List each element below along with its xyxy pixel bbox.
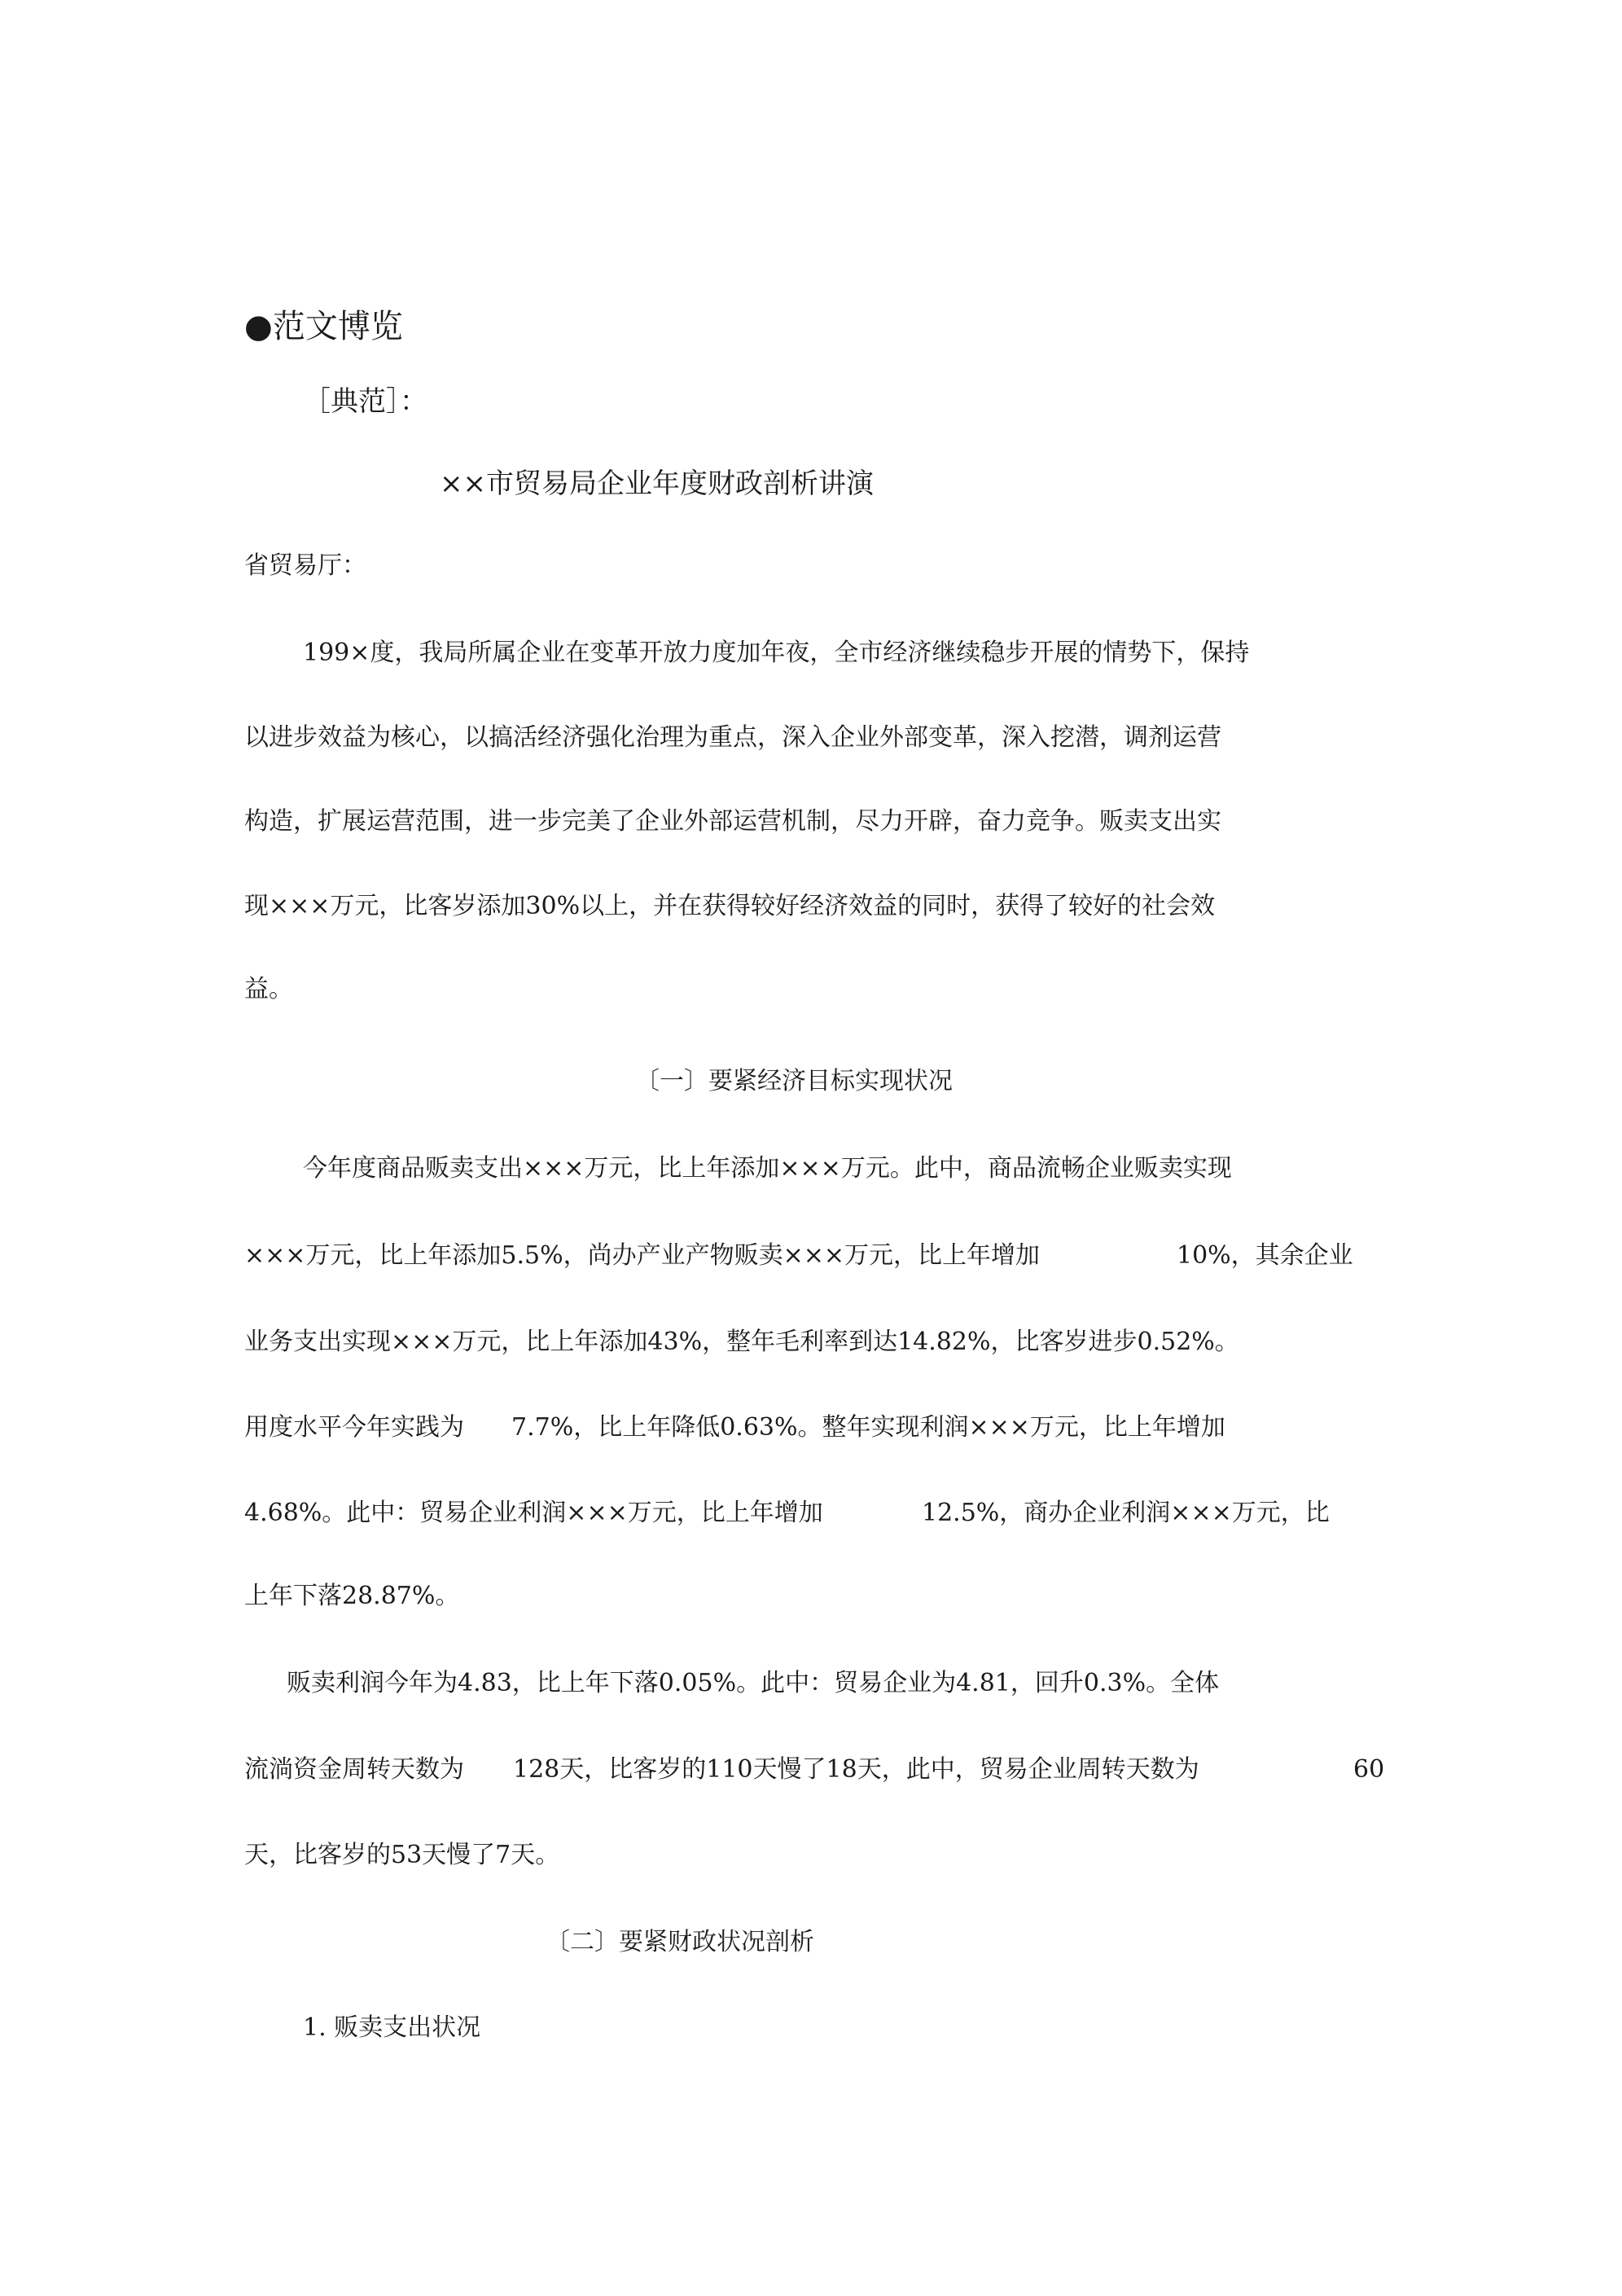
example-label: ［典范］： — [303, 385, 427, 418]
text-line: 构造，扩展运营范围，进一步完美了企业外部运营机制，尽力开辟，奋力竞争。贩卖支出实 — [244, 807, 1221, 836]
text-line: 7.7%，比上年降低0.63%。整年实现利润×××万元，比上年增加 — [511, 1413, 1225, 1442]
text-line: 天，比客岁的53天慢了7天。 — [244, 1841, 560, 1869]
text-line: ×××万元，比上年添加5.5%，尚办产业产物贩卖×××万元，比上年增加 — [244, 1241, 1041, 1270]
text-line: 上年下落28.87%。 — [244, 1582, 460, 1610]
text-line: 业务支出实现×××万元，比上年添加43%，整年毛利率到达14.82%，比客岁进步0.52%。 — [244, 1328, 1239, 1356]
text-line: 益。 — [244, 975, 293, 1003]
text-line: 贩卖利润今年为4.83，比上年下落0.05%。此中：贸易企业为4.81，回升0.3%。全体 — [287, 1669, 1220, 1697]
text-line: 199×度，我局所属企业在变革开放力度加年夜，全市经济继续稳步开展的情势下，保持 — [303, 639, 1250, 667]
text-line: 128天，比客岁的110天慢了18天，此中，贸易企业周转天数为 — [513, 1755, 1199, 1784]
text-line: 4.68%。此中：贸易企业利润×××万元，比上年增加 — [244, 1499, 823, 1527]
text-line: 流淌资金周转天数为 — [244, 1755, 464, 1784]
text-line: 12.5%，商办企业利润×××万元，比 — [922, 1499, 1330, 1527]
section-two-heading: 〔二〕要紧财政状况剖析 — [546, 1928, 814, 1956]
text-line: 以进步效益为核心，以搞活经济强化治理为重点，深入企业外部变革，深入挖潜，调剂运营 — [244, 723, 1221, 752]
section-one-heading: 〔一〕要紧经济目标实现状况 — [635, 1067, 953, 1095]
text-line: 现×××万元，比客岁添加30%以上，并在获得较好经济效益的同时，获得了较好的社会效 — [244, 892, 1216, 920]
section-heading: ●范文博览 — [244, 308, 403, 345]
text-line: 60 — [1353, 1755, 1385, 1784]
salutation: 省贸易厅： — [244, 551, 366, 580]
document-title: ××市贸易局企业年度财政剖析讲演 — [440, 468, 874, 500]
text-line: 10%，其余企业 — [1177, 1241, 1353, 1270]
list-item: 1. 贩卖支出状况 — [303, 2013, 481, 2042]
text-line: 用度水平今年实践为 — [244, 1413, 464, 1442]
text-line: 今年度商品贩卖支出×××万元，比上年添加×××万元。此中，商品流畅企业贩卖实现 — [303, 1154, 1232, 1183]
